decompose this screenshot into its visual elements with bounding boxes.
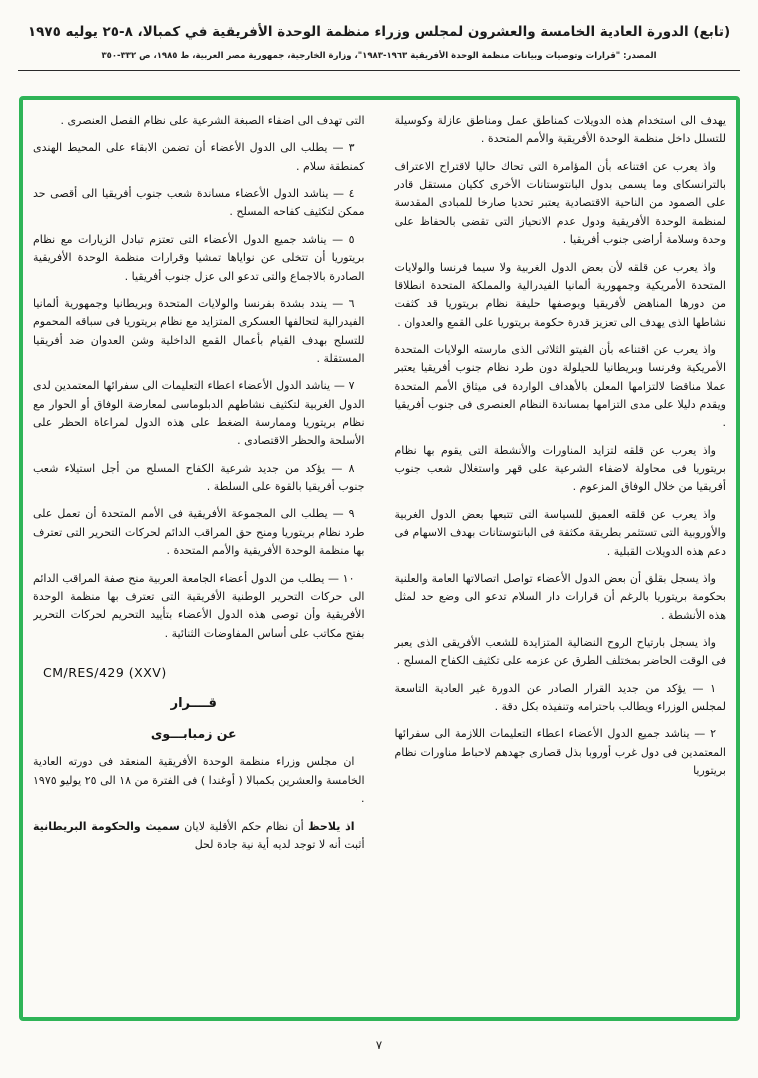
document-header-title: (تابع) الدورة العادية الخامسة والعشرون لمجلس وزراء منظمة الوحدة الأفريقية في كمبالا، ٨-٢٥ يوليه ١٩٧٥ <box>27 24 731 40</box>
paragraph-text: أثبت أنه لا توجد لديه أية نية جادة لحل <box>194 837 365 851</box>
paragraph: ٢ — يناشد جميع الدول الأعضاء اعطاء التعليمات اللازمة الى سفرائها المعتمدين فى دول غرب أوروبا بذل قصارى جهدهم لاحباط مناورات نظام بريتوريا <box>394 727 726 778</box>
paragraph: ١٠ — يطلب من الدول أعضاء الجامعة العربية منح صفة المراقب الدائم الى حركات التحرير الوطنية الأفريقية التى تعترف بها منظمة الوحدة الأفريقية وأن توصى هذه الدول الأعضاء بتأييد التحريم لحركات التحرير بفتح مكاتب على أساس المفاوضات الثنائية . <box>33 571 365 640</box>
paragraph: يهدف الى استخدام هذه الدويلات كمناطق عمل ومناطق عازلة وكوسيلة للتسلل داخل منظمة الوحدة الأفريقية والأمم المتحدة . <box>394 114 726 146</box>
column-left <box>33 112 365 1008</box>
paragraph: ٤ — يناشد الدول الأعضاء مساندة شعب جنوب أفريقيا الى أقصى حد ممكن لتكثيف كفاحه المسلح . <box>33 187 365 219</box>
paragraph <box>33 818 365 855</box>
paragraph: ٨ — يؤكد من جديد شرعية الكفاح المسلح من أجل استيلاء شعب جنوب أفريقيا بالقوة على السلطة . <box>33 461 365 494</box>
page-number: ٧ <box>375 1038 383 1052</box>
paragraph: واذ يعرب عن قلقه لتزايد المناورات والأنشطة التى يقوم بها نظام بريتوريا فى محاولة لاضفاء الشرعية على قهر واستغلال شعب جنوب أفريقيا من خلال الوفاق المزعوم . <box>394 443 726 494</box>
paragraph: واذ يعرب عن اقتناعه بأن المؤامرة التى تحاك حاليا لاقتراح الاعتراف بالترانسكاى وما يسمى بدول البانتوستانات الأخرى ككيان مستقل قادر على الصمود من الناحية الاقتصادية يعتبر تحديا صارخا للمبادى المقدسة لمنظمة الوحدة الأفريقية ودول عدم الانحياز التى تقضى بالحفاظ على وحدة وسلامة أراضى جنوب أفريقيا . <box>394 159 726 247</box>
page-header <box>0 0 758 71</box>
paragraph: ان مجلس وزراء منظمة الوحدة الأفريقية المنعقد فى دورته العادية الخامسة والعشرين بكمبالا ( أوغندا ) فى الفترة من ١٨ الى ٢٥ يوليو ١٩٧٥ . <box>33 755 365 806</box>
paragraph: واذ يعرب عن قلقه العميق للسياسة التى تتبعها بعض الدول الغربية والأوروبية التى تستثمر بطريقة مكثفة فى البانتوستانات بهدف الاسهام فى دعم هذه الدويلات القبلية . <box>394 507 726 558</box>
document-columns <box>33 112 726 1008</box>
resolution-title: قــــرار <box>170 695 217 711</box>
paragraph: ٩ — يطلب الى المجموعة الأفريقية فى الأمم المتحدة أن تعمل على طرد نظام بريتوريا ومنح حق المراقب الدائم لحركات التحرير التى تعترف بها منظمة الوحدة الأفريقية والأمم المتحدة . <box>33 507 365 558</box>
paragraph-text: أن نظام حكم الأقلية لايان <box>179 819 309 833</box>
paragraph: واذ يسجل بارتياح الروح النضالية المتزايدة للشعب الأفريقى الذى يعبر فى الوقت الحاضر بمختلف الطرق عن عزمه على تكثيف الكفاح المسلح . <box>394 635 726 668</box>
paragraph: التى تهدف الى اضفاء الصبغة الشرعية على نظام الفصل العنصرى . <box>60 114 365 127</box>
document-source-line: المصدر: "قرارات وتوصيات وبيانات منظمة الوحدة الأفريقية ١٩٦٣-١٩٨٣"، وزارة الخارجية، جمهورية مصر العربية، ط ١٩٨٥، ص ٣٣٢-٣٥٠ <box>101 51 657 62</box>
header-divider <box>18 70 740 71</box>
paragraph: ٣ — يطلب الى الدول الأعضاء أن تضمن الابقاء على المحيط الهندى كمنطقة سلام . <box>33 141 365 173</box>
paragraph: ٥ — يناشد جميع الدول الأعضاء التى تعتزم تبادل الزيارات مع نظام بريتوريا أن تتخلى عن نواياها تمشيا وقرارات منظمة الوحدة الأفريقية الصادرة بالاجماع والتى تدعو الى عزل جنوب أفريقيا . <box>33 232 365 283</box>
column-right <box>395 112 727 1008</box>
paragraph-bold-segment: سميث والحكومة البريطانية <box>33 819 180 833</box>
paragraph: واذ يعرب عن قلقه لأن بعض الدول الغربية ولا سيما فرنسا والولايات المتحدة الأمريكية وجمهورية ألمانيا الفيدرالية والمملكة المتحدة انطلاقا من دورها المناهض لأفريقيا وبوصفها حليفة نظام بريتوريا قد كثفت نشاطها الذى يهدف الى تعزيز قدرة حكومة بريتوريا على القمع والعدوان . <box>394 260 726 329</box>
paragraph: ١ — يؤكد من جديد القرار الصادر عن الدورة غير العادية التاسعة لمجلس الوزراء ويطالب باحترامه وتنفيذه بكل دقة . <box>394 681 726 714</box>
paragraph: واذ يسجل بقلق أن بعض الدول الأعضاء تواصل اتصالاتها العامة والعلنية بحكومة بريتوريا بالرغم أن قرارات دار السلام تدعو الى وضع حد لمثل هذه الأنشطة . <box>394 571 726 622</box>
resolution-subtitle: عن زمبابـــوى <box>150 725 237 741</box>
paragraph: ٧ — يناشد الدول الأعضاء اعطاء التعليمات الى سفرائها المعتمدين لدى الدول الغربية لتكثيف نشاطهم الدبلوماسى لمعارضة الوفاق أو الحوار مع نظام بريتوريا وممارسة الضغط على هذه الدول لمراعاة الحظر على الأسلحة والحظر الاقتصادى . <box>33 379 365 448</box>
paragraph: واذ يعرب عن اقتناعه بأن الفيتو الثلاثى الذى مارسته الولايات المتحدة الأمريكية وفرنسا وبريطانيا للحيلولة دون طرد نظام جنوب أفريقيا يعتبر عملا مناقضا لالتزامها المعلن بالأهداف الواردة فى ميثاق الأمم المتحدة ويقدم دليلا على مدى التزامها بمساندة النظام العنصرى فى جنوب أفريقيا . <box>394 342 726 430</box>
paragraph-bold-lead: اذ يلاحظ <box>308 819 355 833</box>
paragraph: ٦ — يندد بشدة بفرنسا والولايات المتحدة وبريطانيا وجمهورية ألمانيا الفيدرالية لتحالفها العسكرى المتزايد مع نظام بريتوريا فى سباقه المحموم للتسلح بهدف القيام بأعمال القمع الداخلية وشن العدوان ضد أفريقيا المستقلة . <box>33 296 365 365</box>
resolution-reference: CM/RES/429 (XXV) <box>43 664 167 680</box>
